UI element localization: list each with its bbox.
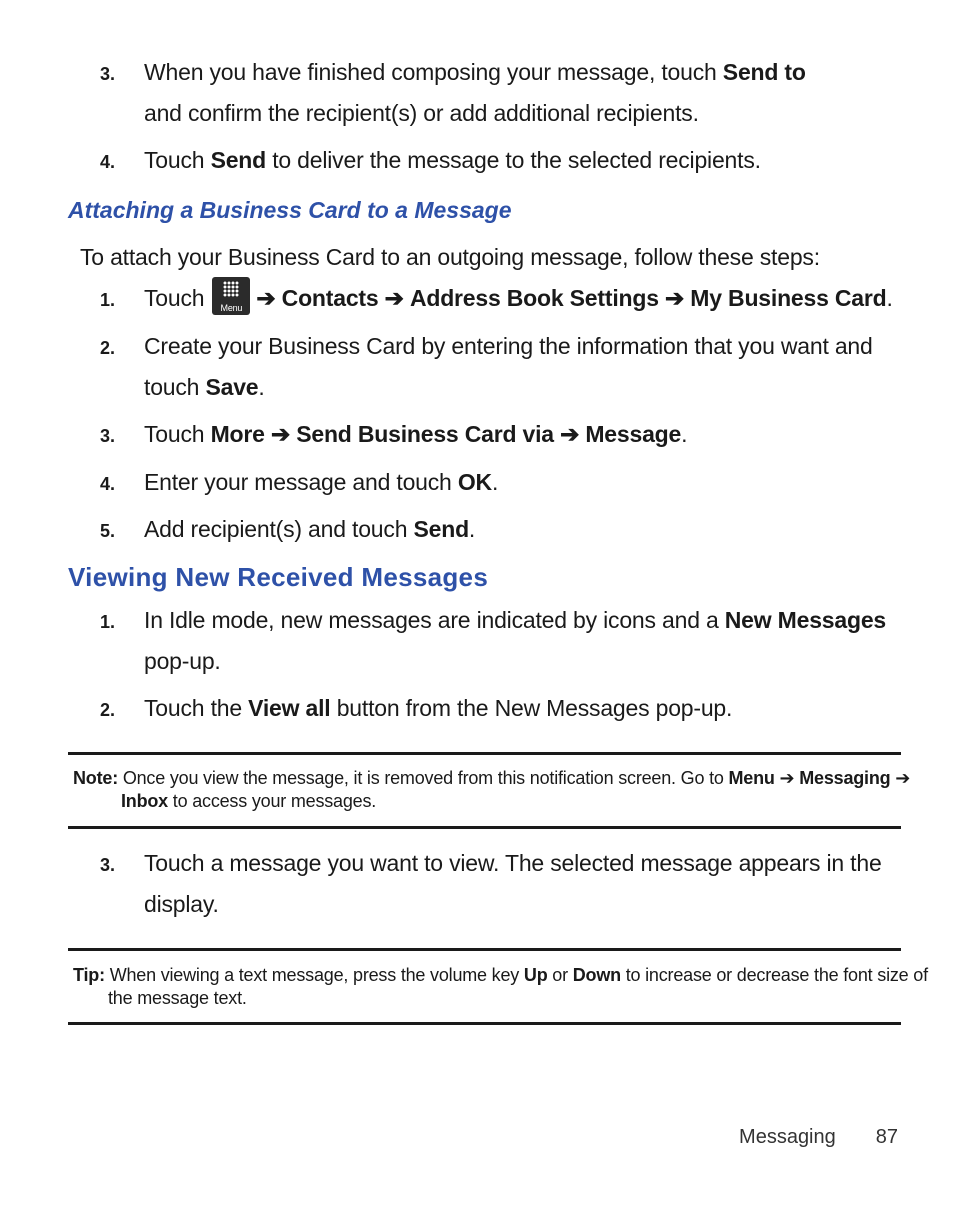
- step-number: 3.: [100, 426, 116, 446]
- step-number: 5.: [100, 521, 116, 541]
- tip-text: to increase or decrease the font size of the message text.: [108, 965, 928, 1008]
- section-heading-viewing-messages: Viewing New Received Messages: [68, 562, 489, 592]
- page-number: 87: [875, 1126, 898, 1148]
- step-number: 2.: [100, 338, 116, 358]
- tip-top-rule: [68, 948, 901, 951]
- tip-text: or: [547, 965, 573, 985]
- step-text-part: Touch: [144, 421, 211, 447]
- note-bold: Inbox: [121, 791, 168, 811]
- step-number: 4.: [100, 474, 116, 494]
- step-bold: OK: [457, 469, 492, 495]
- step-bold: My Business Card: [690, 285, 887, 311]
- step-text-part: .: [468, 516, 476, 542]
- step-text: [144, 600, 904, 682]
- note-label: Note:: [73, 768, 118, 788]
- tip-bold: Down: [572, 965, 621, 985]
- step-text-part: Create your Business Card by entering the information that you want and touch: [144, 333, 873, 400]
- menu-icon-label: Menu: [220, 302, 243, 313]
- step-bold: Send to: [722, 59, 806, 85]
- arrow-icon: ➔: [665, 285, 685, 311]
- note-box: [73, 767, 941, 813]
- step-text-part: Add recipient(s) and touch: [144, 516, 414, 542]
- step-text-part: .: [886, 285, 893, 311]
- arrow-icon: ➔: [270, 421, 291, 447]
- step-bold: Address Book Settings: [409, 285, 659, 311]
- step-bold: View all: [248, 695, 331, 721]
- step-text: [144, 688, 904, 729]
- step-number: 4.: [100, 152, 116, 172]
- step-text: [144, 140, 904, 181]
- step-text: [144, 462, 904, 503]
- step-text-part: to deliver the message to the selected recipients.: [266, 147, 761, 173]
- step-text-part: Touch: [144, 147, 211, 173]
- step-bold: Contacts: [281, 285, 379, 311]
- arrow-icon: ➔: [779, 768, 795, 788]
- step-bold: Message: [585, 421, 682, 447]
- step-text: [144, 326, 904, 408]
- step-text-part: pop-up.: [144, 648, 221, 674]
- step-text-part: button from the New Messages pop-up.: [330, 695, 733, 721]
- step-text: Touch a message you want to view. The selected message appears in the display.: [144, 850, 882, 917]
- arrow-icon: ➔: [256, 285, 276, 311]
- step-text-part: Enter your message and touch: [144, 469, 458, 495]
- step-text-part: .: [491, 469, 499, 495]
- step-number: 3.: [100, 64, 116, 84]
- step-number: 1.: [100, 290, 116, 310]
- step-text: [144, 278, 904, 319]
- step-text-part: and confirm the recipient(s) or add additional recipients.: [144, 100, 699, 126]
- step-text-part: Touch: [144, 285, 205, 311]
- tip-label: Tip:: [73, 965, 105, 985]
- section-heading-business-card: Attaching a Business Card to a Message: [68, 197, 512, 223]
- step-text-part: .: [681, 421, 688, 447]
- dots-grid: [223, 281, 239, 297]
- step-text: [144, 414, 904, 455]
- intro-paragraph: To attach your Business Card to an outgoing message, follow these steps:: [80, 244, 820, 270]
- step-bold: Send: [413, 516, 469, 542]
- tip-text: When viewing a text message, press the volume key: [109, 965, 524, 985]
- step-number: 3.: [100, 855, 116, 875]
- step-text-part: .: [258, 374, 265, 400]
- step-text-part: In Idle mode, new messages are indicated by icons and a: [144, 607, 725, 633]
- page-footer: [739, 1126, 898, 1149]
- step-text-part: Touch the: [144, 695, 249, 721]
- step-bold: New Messages: [724, 607, 887, 633]
- step-text: [144, 509, 904, 550]
- tip-bottom-rule: [68, 1022, 901, 1025]
- arrow-icon: ➔: [560, 421, 580, 447]
- step-text-part: When you have finished composing your message, touch: [144, 59, 723, 85]
- arrow-icon: ➔: [895, 768, 911, 788]
- step-bold: Send Business Card via: [296, 421, 554, 447]
- note-text: Once you view the message, it is removed from this notification screen. Go to: [122, 768, 729, 788]
- tip-box: [73, 964, 928, 1010]
- note-bottom-rule: [68, 826, 901, 829]
- note-top-rule: [68, 752, 901, 755]
- footer-section: Messaging: [739, 1126, 836, 1148]
- menu-grid-icon: [212, 277, 250, 315]
- note-bold: Menu: [728, 768, 775, 788]
- step-bold: More: [210, 421, 265, 447]
- tip-bold: Up: [523, 965, 548, 985]
- step-number: 1.: [100, 612, 116, 632]
- step-bold: Send: [210, 147, 267, 173]
- step-bold: Save: [205, 374, 259, 400]
- arrow-icon: ➔: [384, 285, 404, 311]
- step-text: [144, 52, 844, 134]
- step-number: 2.: [100, 700, 116, 720]
- note-bold: Messaging: [799, 768, 891, 788]
- note-text: to access your messages.: [168, 791, 377, 811]
